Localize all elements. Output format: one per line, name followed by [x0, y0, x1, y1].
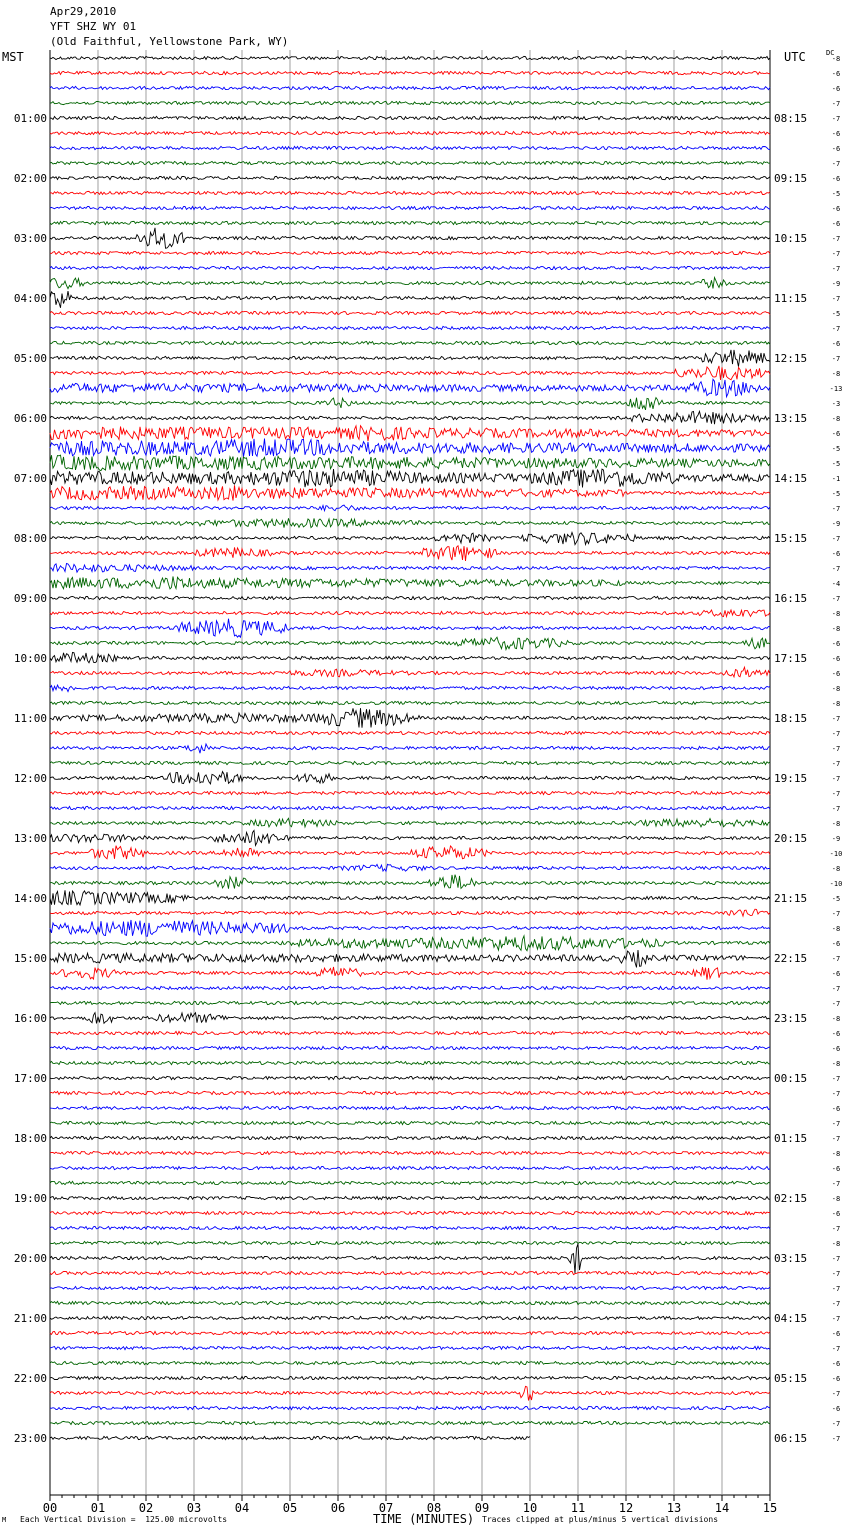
right-hour-label: 06:15	[774, 1432, 808, 1445]
trace-row	[50, 1196, 770, 1199]
right-hour-label: 18:15	[774, 712, 808, 725]
dc-offset-label: -6	[831, 655, 841, 663]
dc-offset-label: -8	[831, 925, 841, 933]
trace-row	[50, 637, 770, 649]
dc-offset-label: -10	[829, 880, 843, 888]
trace-row	[50, 146, 770, 149]
dc-offset-label: -4	[831, 580, 841, 588]
dc-offset-label: -6	[831, 220, 841, 228]
dc-offset-label: -7	[831, 1090, 841, 1098]
right-hour-label: 02:15	[774, 1192, 808, 1205]
date-label: Apr29,2010	[50, 5, 117, 18]
trace-row	[50, 936, 770, 951]
dc-offset-label: -7	[831, 790, 841, 798]
dc-offset-label: -9	[831, 520, 841, 528]
left-hour-label: 13:00	[13, 832, 47, 845]
trace-row	[50, 1166, 770, 1169]
trace-row	[50, 485, 770, 500]
trace-row	[50, 455, 770, 471]
trace-row	[50, 1091, 770, 1094]
dc-offset-label: -5	[831, 190, 841, 198]
right-hour-label: 11:15	[774, 292, 808, 305]
dc-offset-label: -7	[831, 1315, 841, 1323]
trace-row	[50, 291, 770, 308]
dc-offset-label: -7	[831, 760, 841, 768]
dc-offset-label: -8	[831, 625, 841, 633]
dc-offset-label: -1	[831, 475, 841, 483]
left-hour-label: 09:00	[13, 592, 47, 605]
trace-row	[50, 1361, 770, 1364]
trace-row	[50, 1136, 770, 1139]
dc-offset-label: -8	[831, 1060, 841, 1068]
left-hour-label: 20:00	[13, 1252, 47, 1265]
right-hour-label: 20:15	[774, 832, 808, 845]
dc-offset-label: -9	[831, 835, 841, 843]
x-tick-label: 11	[570, 1501, 586, 1515]
location-label: (Old Faithful, Yellowstone Park, WY)	[50, 35, 289, 48]
dc-offset-label: -6	[831, 1045, 841, 1053]
right-hour-label: 22:15	[774, 952, 808, 965]
left-hour-label: 15:00	[13, 952, 47, 965]
x-tick-label: 07	[378, 1501, 394, 1515]
trace-row	[50, 1061, 770, 1064]
dc-offset-label: -7	[831, 1000, 841, 1008]
trace-row	[50, 379, 770, 397]
left-hour-label: 12:00	[13, 772, 47, 785]
trace-row	[50, 846, 770, 859]
trace-row	[50, 806, 770, 809]
trace-row	[50, 350, 770, 367]
dc-offset-label: -6	[831, 145, 841, 153]
dc-offset-label: -5	[831, 895, 841, 903]
right-hour-label: 08:15	[774, 112, 808, 125]
trace-row	[50, 366, 770, 380]
dc-offset-label: -6	[831, 205, 841, 213]
dc-offset-label: -6	[831, 1030, 841, 1038]
trace-row	[50, 131, 770, 134]
trace-row	[50, 116, 770, 119]
trace-row	[50, 1013, 770, 1024]
x-tick-label: 05	[282, 1501, 298, 1515]
dc-offset-label: -7	[831, 1120, 841, 1128]
dc-offset-label: -7	[831, 265, 841, 273]
right-hour-label: 13:15	[774, 412, 808, 425]
trace-row	[50, 875, 770, 889]
x-tick-label: 09	[474, 1501, 490, 1515]
left-hour-label: 07:00	[13, 472, 47, 485]
dc-offset-label: -6	[831, 1330, 841, 1338]
trace-row	[50, 1031, 770, 1034]
dc-offset-label: -7	[831, 1075, 841, 1083]
trace-row	[50, 1211, 770, 1214]
left-hour-label: 16:00	[13, 1012, 47, 1025]
trace-row	[50, 426, 770, 441]
x-tick-label: 03	[186, 1501, 202, 1515]
x-tick-label: 15	[762, 1501, 778, 1515]
dc-offset-label: -8	[831, 610, 841, 618]
right-hour-label: 00:15	[774, 1072, 808, 1085]
trace-row	[50, 518, 770, 527]
trace-row	[50, 469, 770, 487]
dc-offset-label: -5	[831, 310, 841, 318]
right-hour-label: 10:15	[774, 232, 808, 245]
left-hour-label: 03:00	[13, 232, 47, 245]
dc-offset-label: -7	[831, 1285, 841, 1293]
dc-offset-label: -6	[831, 640, 841, 648]
dc-offset-label: -6	[831, 550, 841, 558]
left-hour-label: 21:00	[13, 1312, 47, 1325]
trace-row	[50, 667, 770, 677]
trace-row	[50, 56, 770, 59]
dc-offset-label: -6	[831, 430, 841, 438]
x-tick-label: 00	[42, 1501, 58, 1515]
x-tick-label: 01	[90, 1501, 106, 1515]
trace-row	[50, 909, 770, 916]
right-hour-label: 23:15	[774, 1012, 808, 1025]
trace-row	[50, 890, 770, 905]
right-hour-label: 03:15	[774, 1252, 808, 1265]
left-hour-label: 05:00	[13, 352, 47, 365]
trace-row	[50, 1151, 770, 1154]
dc-offset-label: -7	[831, 1420, 841, 1428]
right-hour-label: 14:15	[774, 472, 808, 485]
trace-row	[50, 791, 770, 794]
dc-offset-label: -3	[831, 400, 841, 408]
trace-row	[50, 251, 770, 254]
trace-row	[50, 1421, 770, 1424]
dc-offset-label: -7	[831, 160, 841, 168]
dc-offset-label: -7	[831, 295, 841, 303]
left-hour-label: 11:00	[13, 712, 47, 725]
dc-offset-label: -7	[831, 325, 841, 333]
left-hour-label: 04:00	[13, 292, 47, 305]
trace-row	[50, 1106, 770, 1109]
trace-row	[50, 576, 770, 589]
trace-row	[50, 967, 770, 980]
trace-row	[50, 685, 770, 692]
dc-offset-label: -8	[831, 820, 841, 828]
trace-row	[50, 341, 770, 344]
dc-offset-label: -10	[829, 850, 843, 858]
trace-row	[50, 1046, 770, 1049]
right-hour-label: 05:15	[774, 1372, 808, 1385]
dc-offset-label: -7	[831, 100, 841, 108]
dc-offset-label: -6	[831, 970, 841, 978]
trace-row	[50, 505, 770, 511]
dc-offset-label: -6	[831, 1105, 841, 1113]
dc-offset-label: -6	[831, 175, 841, 183]
trace-row	[50, 708, 770, 728]
dc-offset-label: -7	[831, 1300, 841, 1308]
right-hour-label: 17:15	[774, 652, 808, 665]
dc-offset-label: -7	[831, 595, 841, 603]
station-label: YFT SHZ WY 01	[50, 20, 137, 33]
trace-row	[50, 532, 770, 544]
trace-row	[50, 1406, 770, 1409]
dc-offset-label: -7	[831, 1180, 841, 1188]
dc-offset-label: -6	[831, 85, 841, 93]
left-hour-label: 17:00	[13, 1072, 47, 1085]
dc-offset-label: -7	[831, 565, 841, 573]
x-tick-label: 10	[522, 1501, 538, 1515]
trace-row	[50, 266, 770, 269]
left-hour-label: 10:00	[13, 652, 47, 665]
dc-offset-label: -6	[831, 940, 841, 948]
trace-row	[50, 101, 770, 104]
x-tick-label: 14	[714, 1501, 730, 1515]
dc-offset-label: -7	[831, 1270, 841, 1278]
trace-row	[50, 439, 770, 457]
trace-row	[50, 652, 770, 662]
right-hour-label: 04:15	[774, 1312, 808, 1325]
trace-row	[50, 731, 770, 734]
dc-offset-label: -7	[831, 715, 841, 723]
left-hour-label: 02:00	[13, 172, 47, 185]
trace-row	[50, 761, 770, 764]
dc-offset-label: -5	[831, 460, 841, 468]
dc-offset-label: -6	[831, 1210, 841, 1218]
dc-offset-label: -5	[831, 490, 841, 498]
right-hour-label: 21:15	[774, 892, 808, 905]
right-hour-label: 16:15	[774, 592, 808, 605]
dc-offset-label: -7	[831, 1390, 841, 1398]
trace-row	[50, 161, 770, 164]
dc-offset-label: -7	[831, 355, 841, 363]
trace-row	[50, 818, 770, 827]
dc-offset-label: -7	[831, 1225, 841, 1233]
trace-row	[50, 1076, 770, 1079]
right-timezone-label: UTC	[784, 50, 806, 64]
dc-offset-label: -8	[831, 415, 841, 423]
dc-offset-label: -6	[831, 130, 841, 138]
dc-offset-label: -7	[831, 910, 841, 918]
dc-offset-label: -5	[831, 445, 841, 453]
trace-row	[50, 1376, 770, 1379]
trace-row	[50, 398, 770, 410]
trace-row	[50, 920, 770, 936]
trace-row	[50, 326, 770, 329]
x-tick-label: 13	[666, 1501, 682, 1515]
dc-offset-label: -8	[831, 1150, 841, 1158]
dc-offset-label: -7	[831, 985, 841, 993]
dc-offset-label: -8	[831, 685, 841, 693]
dc-offset-label: -6	[831, 670, 841, 678]
dc-offset-label: -8	[831, 865, 841, 873]
trace-row	[50, 564, 770, 573]
dc-offset-label: -6	[831, 70, 841, 78]
right-hour-label: 12:15	[774, 352, 808, 365]
trace-row	[50, 206, 770, 209]
dc-offset-label: -8	[831, 1195, 841, 1203]
x-tick-label: 12	[618, 1501, 634, 1515]
x-tick-label: 04	[234, 1501, 250, 1515]
left-hour-label: 19:00	[13, 1192, 47, 1205]
trace-row	[50, 1226, 770, 1229]
x-tick-label: 06	[330, 1501, 346, 1515]
trace-row	[50, 864, 770, 871]
dc-offset-label: -6	[831, 1405, 841, 1413]
right-hour-label: 09:15	[774, 172, 808, 185]
trace-row	[50, 610, 770, 617]
dc-offset-label: -7	[831, 115, 841, 123]
x-tick-label: 02	[138, 1501, 154, 1515]
trace-row	[50, 1001, 770, 1004]
dc-offset-label: -8	[831, 700, 841, 708]
dc-offset-label: -7	[831, 1345, 841, 1353]
dc-offset-label: -7	[831, 1255, 841, 1263]
trace-row	[50, 772, 770, 784]
dc-offset-label: -7	[831, 805, 841, 813]
trace-row	[50, 701, 770, 704]
trace-row	[50, 619, 770, 638]
trace-row	[50, 831, 770, 846]
dc-offset-label: -6	[831, 1165, 841, 1173]
left-hour-label: 06:00	[13, 412, 47, 425]
scale-note: Each Vertical Division = 125.00 microvolts	[20, 1515, 228, 1524]
left-hour-label: 22:00	[13, 1372, 47, 1385]
dc-offset-label: -13	[829, 385, 843, 393]
right-hour-label: 19:15	[774, 772, 808, 785]
trace-row	[50, 1244, 770, 1274]
trace-row	[50, 1316, 770, 1319]
trace-row	[50, 228, 770, 248]
trace-row	[50, 546, 770, 561]
trace-row	[50, 1121, 770, 1124]
dc-offset-label: -7	[831, 730, 841, 738]
dc-offset-label: -7	[831, 235, 841, 243]
dc-offset-label: -9	[831, 280, 841, 288]
trace-row	[50, 1241, 770, 1244]
dc-offset-label: -7	[831, 745, 841, 753]
dc-offset-label: -8	[831, 1015, 841, 1023]
trace-row	[50, 176, 770, 179]
trace-row	[50, 1301, 770, 1304]
left-hour-label: 01:00	[13, 112, 47, 125]
trace-row	[50, 71, 770, 74]
trace-row	[50, 278, 770, 289]
corner-mark: M	[2, 1516, 7, 1524]
dc-offset-label: -7	[831, 1435, 841, 1443]
dc-offset-label: -7	[831, 250, 841, 258]
trace-row	[50, 596, 770, 599]
dc-offset-label: -6	[831, 340, 841, 348]
trace-row	[50, 311, 770, 314]
dc-offset-label: -7	[831, 505, 841, 513]
dc-offset-label: -6	[831, 1375, 841, 1383]
trace-row	[50, 950, 770, 967]
clip-note: Traces clipped at plus/minus 5 vertical divisions	[482, 1515, 719, 1524]
left-hour-label: 23:00	[13, 1432, 47, 1445]
trace-row	[50, 744, 770, 753]
trace-row	[50, 1386, 770, 1400]
dc-offset-label: -8	[831, 1240, 841, 1248]
trace-row	[50, 1331, 770, 1334]
left-timezone-label: MST	[2, 50, 24, 64]
trace-row	[50, 411, 770, 424]
dc-header-label: DC	[826, 49, 835, 57]
trace-row	[50, 986, 770, 989]
trace-row	[50, 191, 770, 194]
left-hour-label: 08:00	[13, 532, 47, 545]
dc-offset-label: -7	[831, 955, 841, 963]
dc-offset-label: -7	[831, 535, 841, 543]
x-tick-label: 08	[426, 1501, 442, 1515]
right-hour-label: 15:15	[774, 532, 808, 545]
dc-offset-label: -7	[831, 1135, 841, 1143]
trace-row	[50, 1286, 770, 1289]
dc-offset-label: -8	[831, 370, 841, 378]
trace-row	[50, 221, 770, 224]
left-hour-label: 18:00	[13, 1132, 47, 1145]
dc-offset-label: -8	[831, 55, 841, 63]
trace-row	[50, 1346, 770, 1349]
trace-row	[50, 86, 770, 89]
x-axis-title: TIME (MINUTES)	[373, 1512, 475, 1526]
right-hour-label: 01:15	[774, 1132, 808, 1145]
dc-offset-label: -6	[831, 1360, 841, 1368]
trace-row	[50, 1271, 770, 1274]
left-hour-label: 14:00	[13, 892, 47, 905]
trace-row	[50, 1181, 770, 1184]
dc-offset-label: -7	[831, 775, 841, 783]
